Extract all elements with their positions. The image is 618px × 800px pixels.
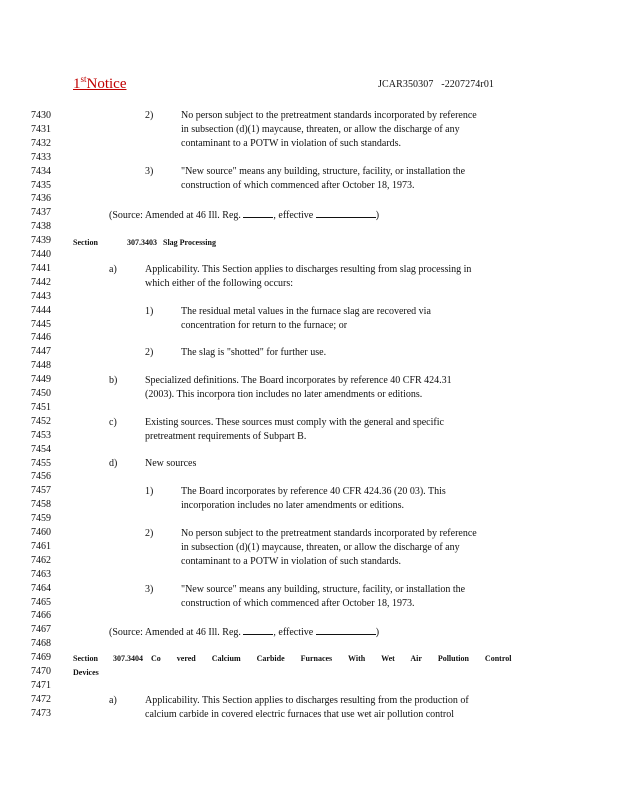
- line-number: 7443: [31, 290, 51, 302]
- section-label: Section: [73, 238, 98, 247]
- item-marker: 2): [145, 110, 154, 121]
- line-number: 7434: [31, 165, 51, 177]
- line-number: 7447: [31, 346, 51, 358]
- body-text: "New source" means any building, structure, facility, or installation the: [181, 166, 466, 177]
- jcar-code-suffix: -2207274r01: [441, 79, 495, 90]
- blank-line: [316, 625, 376, 635]
- section-title: Slag Processing: [163, 238, 216, 247]
- line-number: 7453: [31, 429, 51, 441]
- body-text: concentration for return to the furnace; or: [181, 320, 348, 331]
- line-number: 7469: [31, 652, 51, 664]
- body-text: construction of which commenced after October 18, 1973.: [181, 180, 415, 191]
- item-marker: 3): [145, 166, 154, 177]
- notice-number: 1: [73, 76, 81, 92]
- line-number: 7457: [31, 485, 51, 497]
- line-number: 7454: [31, 443, 51, 455]
- source-note: (Source: Amended at 46 Ill. Reg. , effective ): [109, 627, 380, 638]
- line-number: 7460: [31, 527, 51, 538]
- line-number: 7473: [31, 707, 51, 719]
- body-text: (2003). This incorpora tion includes no later amendments or editions.: [145, 389, 423, 400]
- section-title-continued: Devices: [73, 668, 99, 677]
- line-number: 7451: [31, 401, 51, 413]
- line-number: 7439: [31, 235, 51, 247]
- line-number: 7444: [31, 304, 51, 316]
- item-marker: 1): [145, 486, 154, 497]
- blank-line: [243, 208, 273, 218]
- body-text: New sources: [145, 458, 197, 469]
- line-number: 7440: [31, 249, 51, 260]
- blank-line: [316, 208, 376, 218]
- body-text: No person subject to the pretreatment standards incorporated by reference: [181, 528, 477, 539]
- body-text: Applicability. This Section applies to discharges resulting from the production of: [145, 695, 469, 706]
- line-number: 7470: [31, 666, 51, 677]
- body-text: contaminant to a POTW in violation of such standards.: [181, 556, 402, 567]
- body-text: Applicability. This Section applies to discharges resulting from slag processing in: [145, 264, 472, 275]
- line-number: 7464: [31, 582, 51, 594]
- body-text: Specialized definitions. The Board incorporates by reference 40 CFR 424.31: [145, 375, 452, 386]
- line-number: 7433: [31, 151, 51, 163]
- section-number: 307.3404: [113, 654, 143, 663]
- item-marker: 3): [145, 584, 154, 595]
- line-number: 7448: [31, 360, 51, 372]
- body-text: No person subject to the pretreatment standards incorporated by reference: [181, 110, 477, 121]
- section-label: Section: [73, 654, 98, 663]
- source-note: (Source: Amended at 46 Ill. Reg. , effective ): [109, 210, 380, 221]
- line-number: 7468: [31, 638, 51, 650]
- body-text: incorporation includes no later amendments or editions.: [181, 500, 404, 511]
- line-number: 7441: [31, 262, 51, 274]
- body-text: calcium carbide in covered electric furnaces that use wet air pollution control: [145, 709, 455, 720]
- line-number: 7458: [31, 499, 51, 511]
- item-marker: d): [109, 458, 118, 469]
- body-text: contaminant to a POTW in violation of such standards.: [181, 138, 402, 149]
- line-number: 7463: [31, 568, 51, 580]
- body-text: pretreatment requirements of Subpart B.: [145, 431, 307, 442]
- line-number: 7456: [31, 471, 51, 483]
- line-number: 7466: [31, 610, 51, 622]
- jcar-code-main: JCAR350307: [378, 79, 434, 90]
- item-marker: 2): [145, 347, 154, 358]
- item-marker: b): [109, 375, 118, 386]
- body-text: which either of the following occurs:: [145, 278, 294, 289]
- body-text: "New source" means any building, structure, facility, or installation the: [181, 584, 466, 595]
- notice-word: Notice: [86, 76, 127, 92]
- line-number: 7438: [31, 221, 51, 233]
- line-number: 7465: [31, 596, 51, 608]
- blank-line: [243, 625, 273, 635]
- line-number: 7455: [31, 457, 51, 469]
- line-number: 7431: [31, 123, 51, 135]
- line-number: 7449: [31, 374, 51, 386]
- body-text: The Board incorporates by reference 40 CFR 424.36 (20 03). This: [181, 486, 446, 497]
- line-number: 7472: [31, 693, 51, 705]
- line-number: 7435: [31, 179, 51, 191]
- section-title: Co vered Calcium Carbide Furnaces With Wet Air Pollution Control: [151, 654, 512, 663]
- line-number: 7461: [31, 540, 51, 552]
- body-text: The slag is "shotted" for further use.: [181, 347, 327, 358]
- notice-superscript: st: [80, 74, 87, 84]
- line-number: 7446: [31, 332, 51, 344]
- item-marker: 1): [145, 306, 154, 317]
- line-number: 7436: [31, 193, 51, 205]
- line-number: 7430: [31, 110, 51, 121]
- line-number: 7432: [31, 137, 51, 149]
- item-marker: a): [109, 264, 117, 275]
- line-number: 7437: [31, 207, 51, 219]
- item-marker: 2): [145, 528, 154, 539]
- item-marker: a): [109, 695, 117, 706]
- jcar-code: [378, 79, 494, 90]
- item-marker: c): [109, 417, 117, 428]
- line-number: 7452: [31, 415, 51, 427]
- body-text: in subsection (d)(1) maycause, threaten, or allow the discharge of any: [181, 542, 460, 553]
- body-text: in subsection (d)(1) maycause, threaten, or allow the discharge of any: [181, 124, 460, 135]
- line-number: 7445: [31, 318, 51, 330]
- body-text: construction of which commenced after October 18, 1973.: [181, 598, 415, 609]
- line-number: 7459: [31, 513, 51, 525]
- line-number: 7471: [31, 679, 51, 691]
- notice-label: [73, 74, 127, 93]
- line-number: 7462: [31, 554, 51, 566]
- line-number: 7450: [31, 388, 51, 399]
- line-number: 7442: [31, 276, 51, 288]
- body-text: Existing sources. These sources must comply with the general and specific: [145, 417, 444, 428]
- section-number: 307.3403: [127, 238, 157, 247]
- line-number: 7467: [31, 624, 51, 636]
- body-text: The residual metal values in the furnace slag are recovered via: [181, 306, 431, 317]
